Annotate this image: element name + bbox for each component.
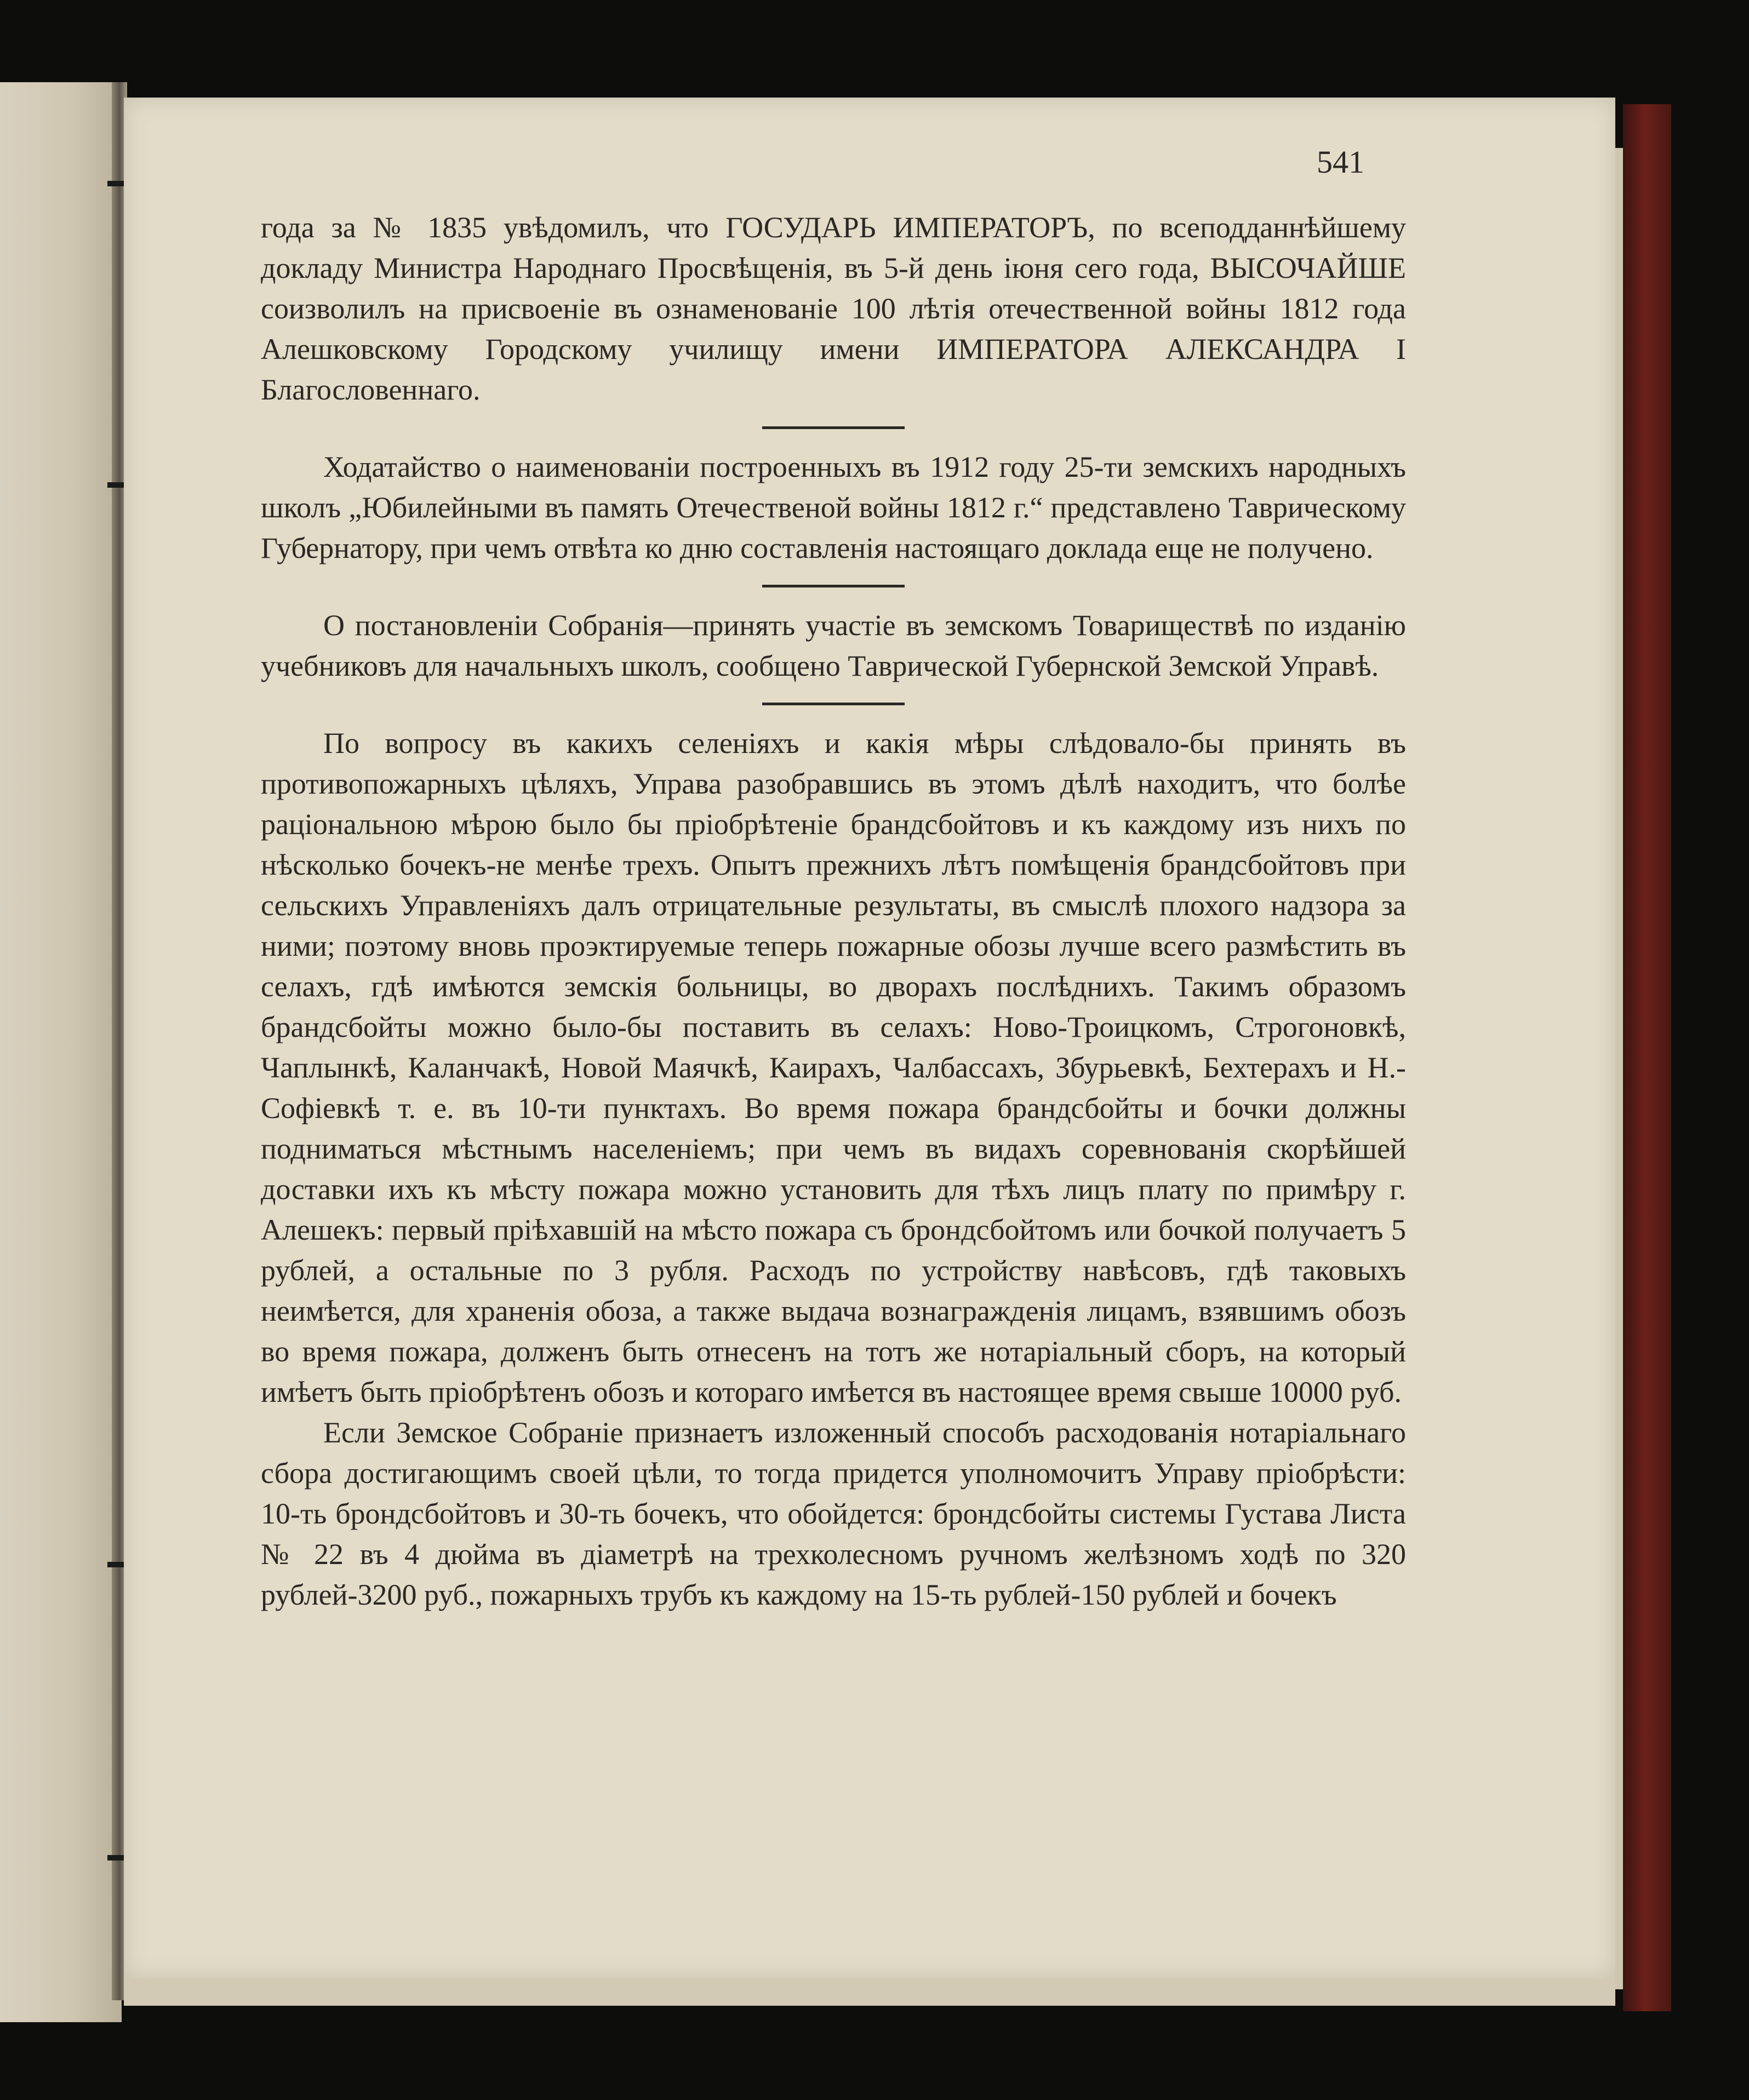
page-bottom-edge <box>124 1978 1615 2006</box>
paragraph-5: Если Земское Собраніе признаетъ изложенный способъ расходованія нотаріальнаго сбора достигающимъ своей цѣли, то тогда придется уполномочитъ Управу пріобрѣсти: 10-ть брондсбойтовъ и 30-ть бочекъ, что обойдется: брондсбойты системы Густава Листа № 22 въ 4 дюйма въ діаметрѣ на трехколесномъ ручномъ желѣзномъ ходѣ по 320 рублей-3200 руб., пожарныхъ трубъ къ каждому на 15-ть рублей-150 рублей и бочекъ <box>261 1416 1406 1611</box>
paragraph-1: года за № 1835 увѣдомилъ, что ГОСУДАРЬ ИМПЕРАТОРЪ, по всеподданнѣйшему докладу Министра Народнаго Просвѣщенія, въ 5-й день іюня сего года, ВЫСОЧАЙШЕ соизволилъ на присвоеніе въ ознаменованіе 100 лѣтія отечественной войны 1812 года Алешковскому Городскому училищу имени ИМПЕРАТОРА АЛЕКСАНДРА I Благословеннаго. <box>261 211 1406 406</box>
paragraph-4: По вопросу въ какихъ селеніяхъ и какія мѣры слѣдовало-бы принять въ противопожарныхъ цѣляхъ, Управа разобравшись въ этомъ дѣлѣ находитъ, что болѣе раціональною мѣрою было бы пріобрѣтеніе брандсбойтовъ и къ каждому изъ нихъ по нѣсколько бочекъ-не менѣе трехъ. Опытъ прежнихъ лѣтъ помѣщенія брандсбойтовъ при сельскихъ Управленіяхъ далъ отрицательные результаты, въ смыслѣ плохого надзора за ними; поэтому вновь проэктируемые теперь пожарные обозы лучше всего размѣстить въ селахъ, гдѣ имѣются земскія больницы, во дворахъ послѣднихъ. Такимъ образомъ брандсбойты можно было-бы поставить въ селахъ: Ново-Троицкомъ, Строгоновкѣ, Чаплынкѣ, Каланчакѣ, Новой Маячкѣ, Каирахъ, Чалбассахъ, Збурьевкѣ, Бехтерахъ и Н.-Софіевкѣ т. е. въ 10-ти пунктахъ. Во время пожара брандсбойты и бочки должны подниматься мѣстнымъ населеніемъ; при чемъ въ видахъ соревнованія скорѣйшей доставки ихъ къ мѣсту пожара можно установить для тѣхъ лицъ плату по примѣру г. Алешекъ: первый пріѣхавшій на мѣсто пожара съ брондсбойтомъ или бочкой получаетъ 5 рублей, а остальные по 3 рубля. Расходъ по устройству навѣсовъ, гдѣ таковыхъ неимѣется, для храненія обоза, а также выдача вознагражденія лицамъ, взявшимъ обозъ во время пожара, долженъ быть отнесенъ на тотъ же нотаріальный сборъ, на который имѣетъ быть пріобрѣтенъ обозъ и котораго имѣется въ настоящее время свыше 10000 руб. <box>261 727 1406 1408</box>
book-cover-edge <box>1623 104 1671 2011</box>
paragraph-2: Ходатайство о наименованіи построенныхъ въ 1912 году 25-ти земскихъ народныхъ школъ „Юбилейными въ память Отечественой войны 1812 г.“ представлено Таврическому Губернатору, при чемъ отвѣта ко дню составленія настоящаго доклада еще не получено. <box>261 450 1406 564</box>
section-divider <box>762 426 905 429</box>
section-divider <box>762 585 905 587</box>
page-number: 541 <box>1317 144 1364 180</box>
page-body <box>261 148 1406 1615</box>
previous-page-edge <box>0 82 122 2022</box>
section-divider <box>762 703 905 705</box>
page-stack-edge <box>1615 148 1623 1989</box>
paragraph-3: О постановленіи Собранія—принять участіе въ земскомъ Товариществѣ по изданію учебниковъ для начальныхъ школъ, сообщено Таврической Губернской Земской Управѣ. <box>261 609 1406 682</box>
